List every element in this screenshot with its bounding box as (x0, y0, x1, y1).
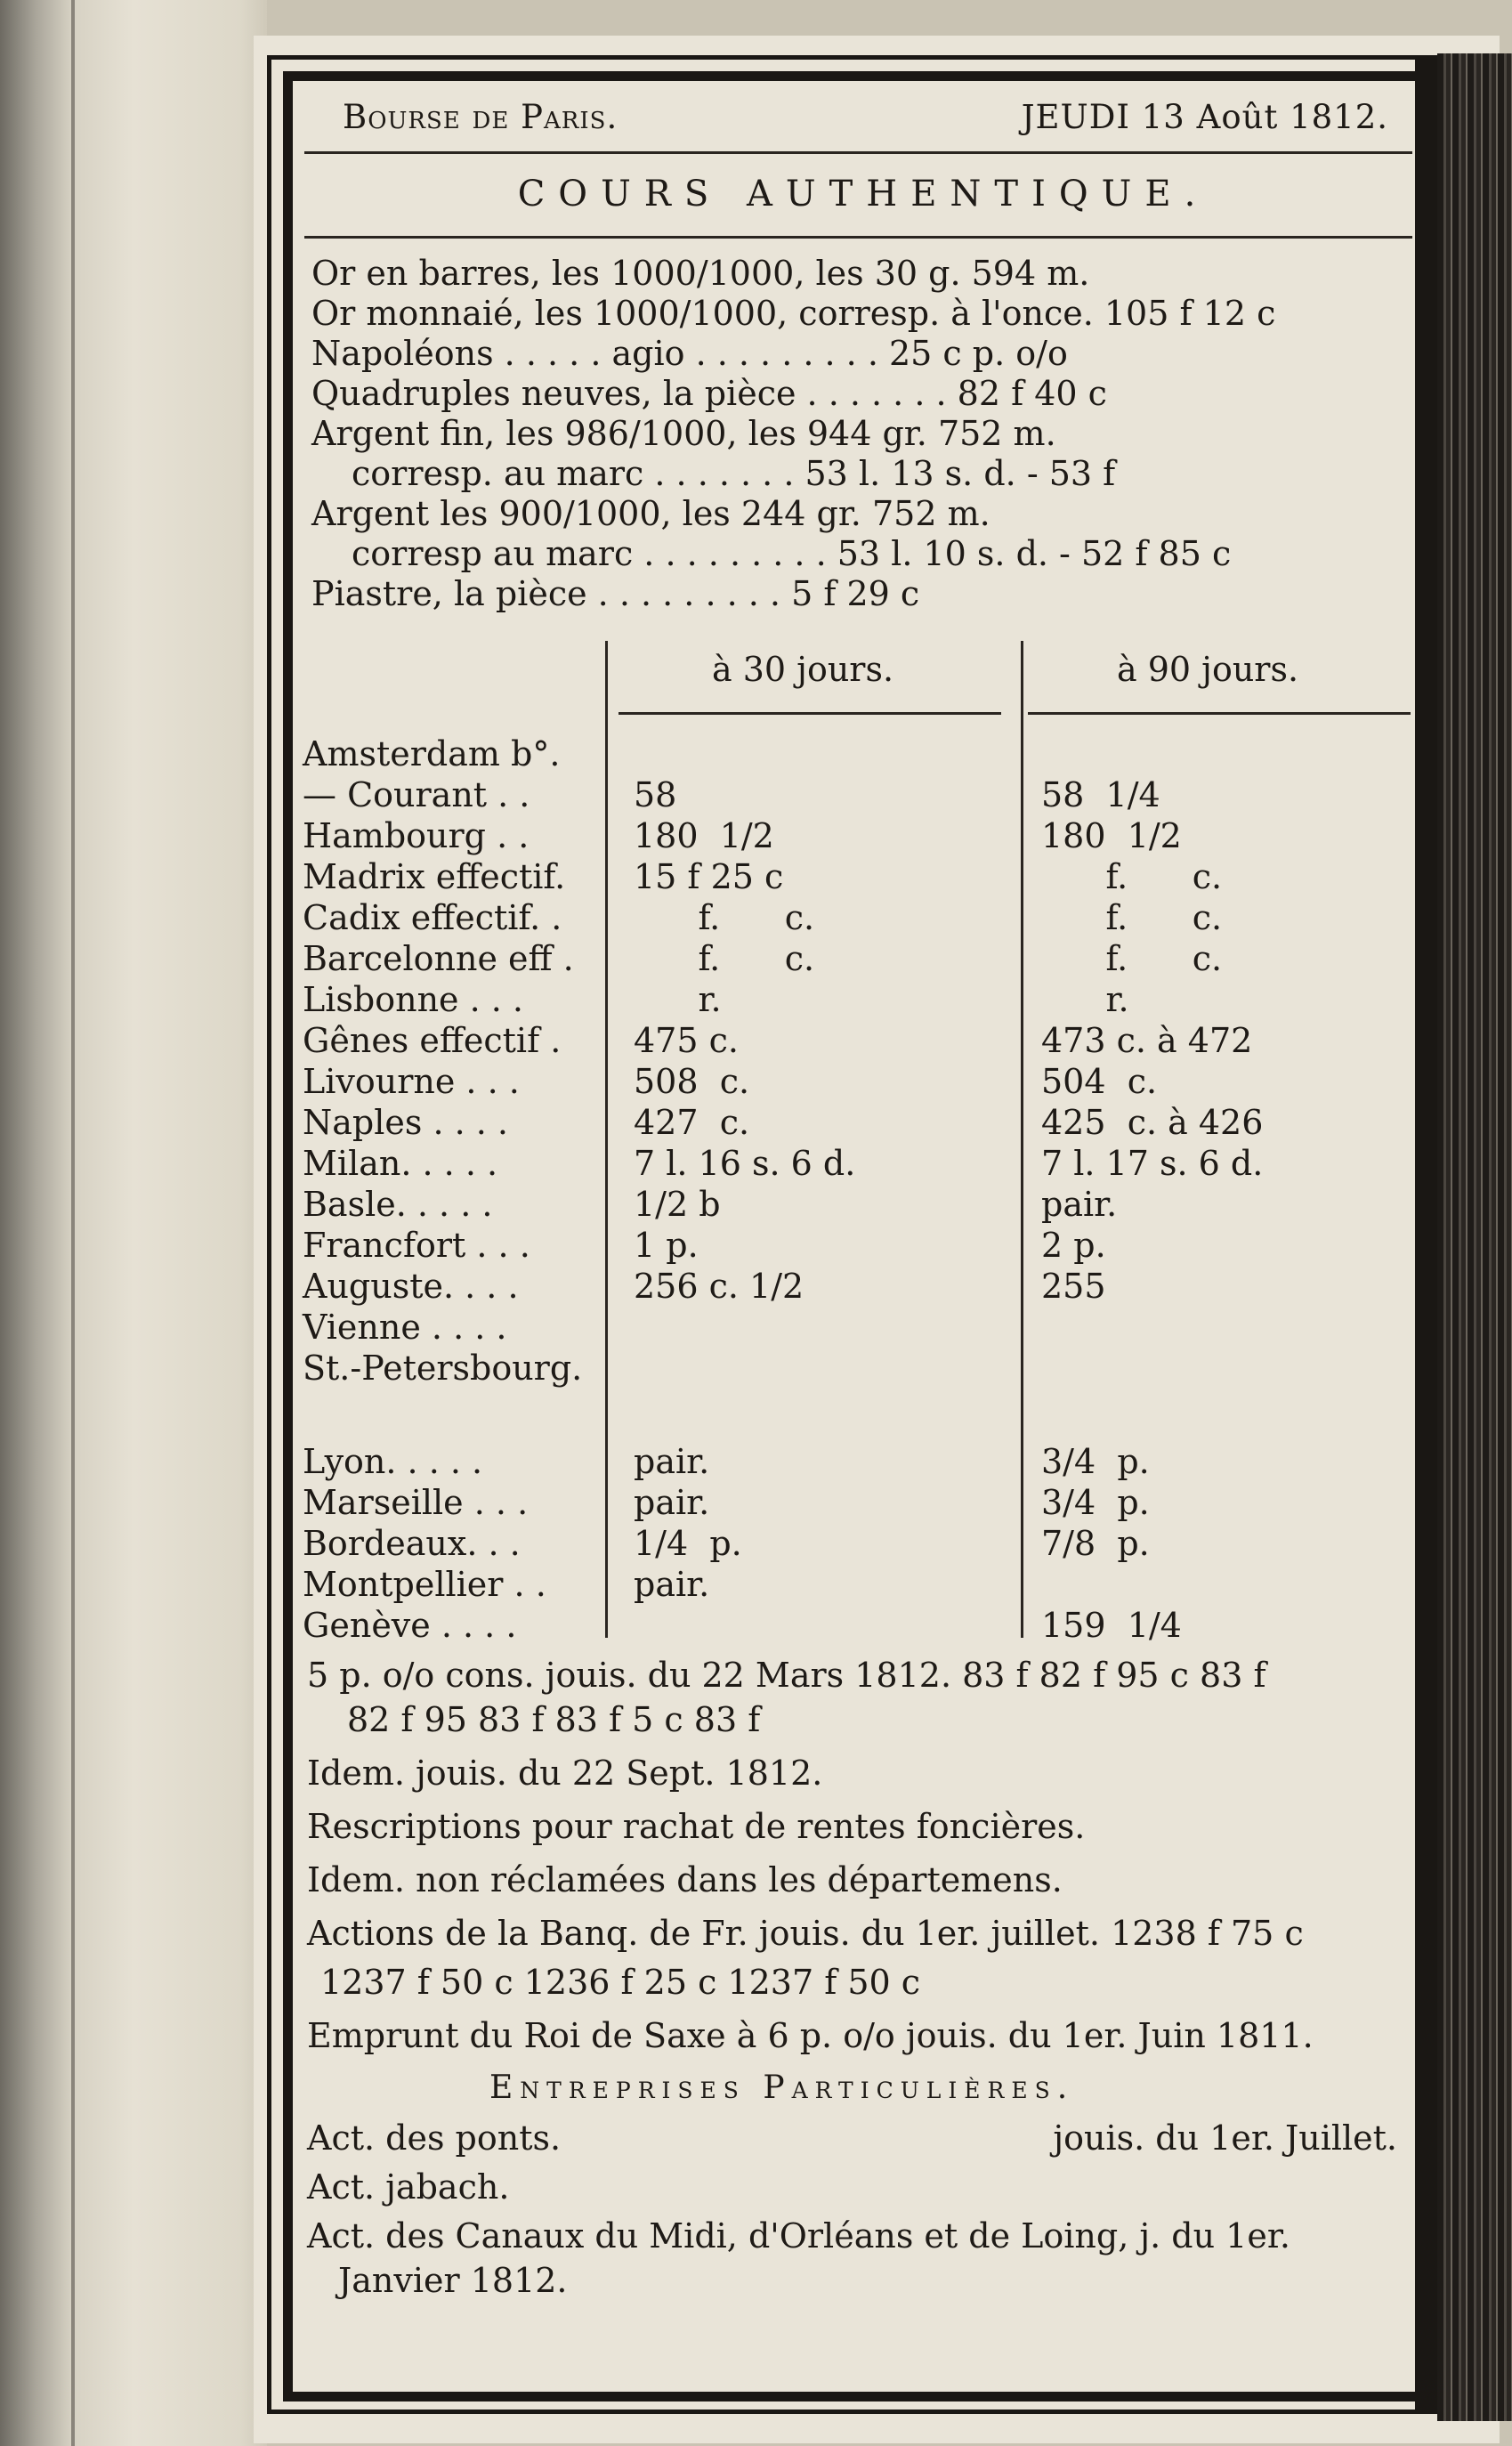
foreign-d90-4: f. c. (1041, 898, 1223, 937)
metal-line-7: Argent les 900/1000, les 244 gr. 752 m. (311, 494, 990, 533)
domestic-d90-1: 3/4 p. (1041, 1483, 1150, 1522)
metal-line-3: Napoléons . . . . . agio . . . . . . . . . 25 c p. o/o (311, 334, 1068, 373)
foreign-d30-2: 180 1/2 (634, 816, 774, 855)
title-rule (304, 236, 1412, 239)
fund-line-6: Actions de la Banq. de Fr. jouis. du 1er. juillet. 1238 f 75 c (307, 1914, 1304, 1953)
domestic-d30-1: pair. (634, 1483, 710, 1522)
metal-line-1: Or en barres, les 1000/1000, les 30 g. 594 m. (311, 254, 1090, 293)
foreign-d30-12: 1 p. (634, 1226, 699, 1265)
fund-line-4: Rescriptions pour rachat de rentes foncières. (307, 1807, 1086, 1846)
fund-line-7: 1237 f 50 c 1236 f 25 c 1237 f 50 c (320, 1963, 921, 2002)
foreign-place-9: Naples . . . . (303, 1103, 509, 1142)
page-edges (1437, 53, 1512, 2421)
domestic-d30-0: pair. (634, 1442, 710, 1481)
header-right: JEUDI 13 Août 1812. (1021, 98, 1388, 136)
foreign-d30-1: 58 (634, 775, 677, 814)
page-content (303, 89, 1406, 2377)
foreign-d90-7: 473 c. à 472 (1041, 1021, 1253, 1060)
foreign-place-10: Milan. . . . . (303, 1144, 498, 1183)
foreign-place-7: Gênes effectif . (303, 1021, 562, 1060)
table-divider-left (605, 641, 608, 1638)
domestic-place-1: Marseille . . . (303, 1483, 529, 1522)
metal-line-8: corresp au marc . . . . . . . . . 53 l. 10 s. d. - 52 f 85 c (352, 534, 1232, 573)
domestic-d90-0: 3/4 p. (1041, 1442, 1150, 1481)
foreign-place-12: Francfort . . . (303, 1226, 530, 1265)
header-rule (304, 151, 1412, 154)
foreign-d90-13: 255 (1041, 1267, 1106, 1306)
domestic-d90-2: 7/8 p. (1041, 1524, 1150, 1563)
foreign-place-3: Madrix effectif. (303, 857, 566, 896)
foreign-d30-11: 1/2 b (634, 1185, 721, 1224)
border-frame-right (1415, 55, 1437, 2414)
domestic-d90-4: 159 1/4 (1041, 1606, 1182, 1645)
metal-line-6: corresp. au marc . . . . . . . 53 l. 13 s. d. - 53 f (352, 454, 1116, 493)
book-gutter (0, 0, 267, 2446)
foreign-d30-7: 475 c. (634, 1021, 739, 1060)
foreign-d90-5: f. c. (1041, 939, 1223, 978)
foreign-d90-11: pair. (1041, 1185, 1118, 1224)
entreprises-heading: Entreprises Particulières. (489, 2069, 1075, 2106)
foreign-d30-9: 427 c. (634, 1103, 750, 1142)
foreign-place-15: St.-Petersbourg. (303, 1349, 583, 1388)
fund-line-2: 82 f 95 83 f 83 f 5 c 83 f (347, 1700, 761, 1739)
gutter-shadow (71, 0, 75, 2446)
foreign-d30-4: f. c. (634, 898, 815, 937)
foreign-place-8: Livourne . . . (303, 1062, 520, 1101)
foreign-place-14: Vienne . . . . (303, 1308, 507, 1347)
foreign-d30-10: 7 l. 16 s. 6 d. (634, 1144, 856, 1183)
col-30-rule (619, 712, 1001, 715)
table-divider-right (1021, 641, 1023, 1638)
fund-line-8: Emprunt du Roi de Saxe à 6 p. o/o jouis. du 1er. Juin 1811. (307, 2016, 1314, 2055)
foreign-place-13: Auguste. . . . (303, 1267, 519, 1306)
metal-line-4: Quadruples neuves, la pièce . . . . . . . 82 f 40 c (311, 374, 1107, 413)
foreign-place-4: Cadix effectif. . (303, 898, 562, 937)
foreign-place-2: Hambourg . . (303, 816, 530, 855)
page-title: COURS AUTHENTIQUE. (517, 174, 1209, 215)
ponts-right: jouis. du 1er. Juillet. (1053, 2118, 1397, 2158)
foreign-place-11: Basle. . . . . (303, 1185, 493, 1224)
foreign-d90-6: r. (1041, 980, 1129, 1019)
col-30-header: à 30 jours. (712, 650, 894, 689)
foreign-d30-13: 256 c. 1/2 (634, 1267, 805, 1306)
col-90-rule (1028, 712, 1411, 715)
foreign-d90-12: 2 p. (1041, 1226, 1106, 1265)
metal-line-9: Piastre, la pièce . . . . . . . . . 5 f 29 c (311, 574, 920, 613)
canaux-continuation: Janvier 1812. (338, 2261, 568, 2300)
fund-line-3: Idem. jouis. du 22 Sept. 1812. (307, 1754, 823, 1793)
foreign-d90-1: 58 1/4 (1041, 775, 1160, 814)
foreign-place-5: Barcelonne eff . (303, 939, 574, 978)
col-90-header: à 90 jours. (1117, 650, 1299, 689)
foreign-d90-9: 425 c. à 426 (1041, 1103, 1264, 1142)
foreign-d30-6: r. (634, 980, 722, 1019)
foreign-d30-3: 15 f 25 c (634, 857, 784, 896)
domestic-place-0: Lyon. . . . . (303, 1442, 483, 1481)
fund-line-1: 5 p. o/o cons. jouis. du 22 Mars 1812. 83 f 82 f 95 c 83 f (307, 1656, 1266, 1695)
fund-line-5: Idem. non réclamées dans les départemens. (307, 1860, 1063, 1899)
canaux-line: Act. des Canaux du Midi, d'Orléans et de Loing, j. du 1er. (307, 2216, 1290, 2256)
ponts-left: Act. des ponts. (307, 2118, 562, 2158)
foreign-d90-8: 504 c. (1041, 1062, 1158, 1101)
foreign-d90-3: f. c. (1041, 857, 1223, 896)
domestic-place-4: Genève . . . . (303, 1606, 517, 1645)
foreign-place-6: Lisbonne . . . (303, 980, 524, 1019)
foreign-place-0: Amsterdam b°. (303, 734, 561, 773)
foreign-d30-8: 508 c. (634, 1062, 750, 1101)
header-left: Bourse de Paris. (343, 98, 619, 136)
foreign-place-1: — Courant . . (303, 775, 530, 814)
foreign-d30-5: f. c. (634, 939, 815, 978)
domestic-d30-2: 1/4 p. (634, 1524, 742, 1563)
domestic-d30-3: pair. (634, 1565, 710, 1604)
domestic-place-2: Bordeaux. . . (303, 1524, 521, 1563)
metal-line-5: Argent fin, les 986/1000, les 944 gr. 752 m. (311, 414, 1056, 453)
metal-line-2: Or monnaié, les 1000/1000, corresp. à l'once. 105 f 12 c (311, 294, 1276, 333)
jabach-line: Act. jabach. (307, 2167, 510, 2207)
foreign-d90-2: 180 1/2 (1041, 816, 1182, 855)
foreign-d90-10: 7 l. 17 s. 6 d. (1041, 1144, 1264, 1183)
domestic-place-3: Montpellier . . (303, 1565, 546, 1604)
